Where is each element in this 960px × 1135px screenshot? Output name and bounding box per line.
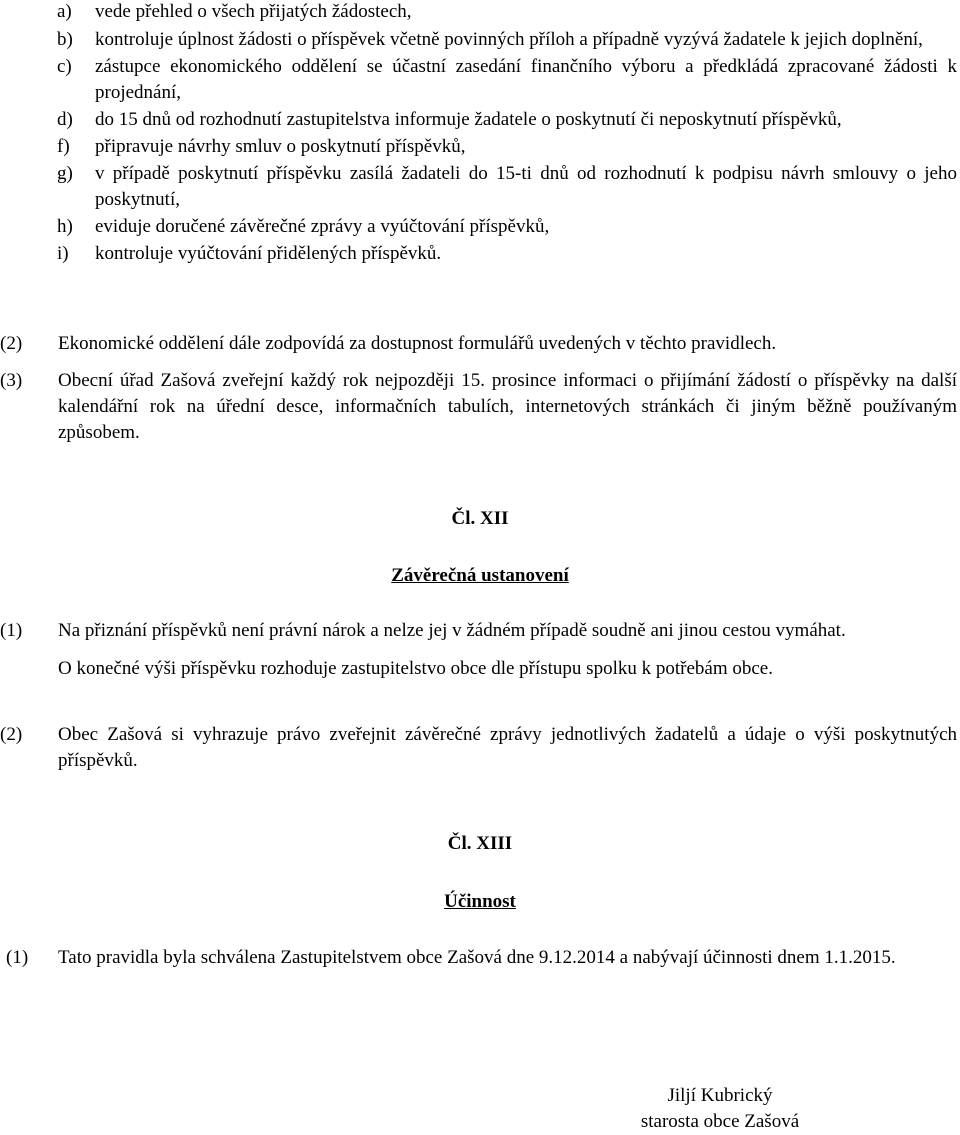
signatory-role: starosta obce Zašová: [640, 1111, 800, 1132]
list-item: [57, 241, 957, 267]
paragraph-text: Na přiznání příspěvků není právní nárok a nelze jej v žádném případě soudně ani jinou cestou vymáhat.: [58, 620, 846, 641]
signature-block: [600, 1083, 840, 1135]
list-item-label: a): [57, 1, 72, 22]
list-item-label: i): [57, 243, 69, 264]
list-item: [57, 27, 957, 53]
list-item-label: b): [57, 29, 73, 50]
paragraph-3: [0, 368, 957, 446]
paragraph-text: Obec Zašová si vyhrazuje právo zveřejnit závěrečné zprávy jednotlivých žadatelů a údaje o výši poskytnutých příspěvků.: [58, 724, 957, 771]
list-item-label: h): [57, 216, 73, 237]
list-item: [57, 107, 957, 133]
list-item-text: do 15 dnů od rozhodnutí zastupitelstva informuje žadatele o poskytnutí či neposkytnutí příspěvků,: [95, 109, 842, 130]
signatory-name: Jiljí Kubrický: [667, 1085, 773, 1106]
list-item-label: d): [57, 109, 73, 130]
paragraph-text: Tato pravidla byla schválena Zastupitelstvem obce Zašová dne 9.12.2014 a nabývají účinnosti dnem 1.1.2015.: [58, 947, 896, 968]
list-item-text: eviduje doručené závěrečné zprávy a vyúčtování příspěvků,: [95, 216, 550, 237]
paragraph-number: (1): [6, 947, 29, 968]
paragraph-text: Obecní úřad Zašová zveřejní každý rok nejpozději 15. prosince informaci o přijímání žádostí o příspěvky na další kalendářní rok na úřední desce, informačních tabulích, internetových stránkách či jiným běžně používaným způsobem.: [58, 370, 957, 443]
article12-paragraph-1: [0, 618, 957, 682]
list-item: [57, 134, 957, 160]
list-item-label: g): [57, 163, 73, 184]
paragraph-number: (2): [0, 333, 23, 354]
paragraph-2: [0, 331, 957, 357]
article-title-text: Závěrečná ustanovení: [391, 565, 569, 586]
list-item-label: c): [57, 56, 72, 77]
list-item-text: kontroluje vyúčtování přidělených příspěvků.: [95, 243, 442, 264]
list-item-text: kontroluje úplnost žádosti o příspěvek včetně povinných příloh a případně vyzývá žadatele k jejich doplnění,: [95, 29, 923, 50]
article12-paragraph-2: [0, 722, 957, 774]
paragraph-number: (2): [0, 724, 23, 745]
duties-list: [57, 0, 957, 267]
paragraph-number: (1): [0, 620, 23, 641]
paragraph-text-secondary: O konečné výši příspěvku rozhoduje zastupitelstvo obce dle přístupu spolku k potřebám obce.: [58, 658, 773, 679]
list-item-text: zástupce ekonomického oddělení se účastní zasedání finančního výboru a předkládá zpracované žádosti k projednání,: [95, 56, 957, 103]
list-item-text: vede přehled o všech přijatých žádostech,: [95, 1, 412, 22]
article-number: Čl. XIII: [447, 833, 513, 854]
article-title: [0, 563, 960, 589]
article13-paragraph-1: [6, 945, 957, 971]
paragraph-number: (3): [0, 370, 23, 391]
list-item-text: připravuje návrhy smluv o poskytnutí příspěvků,: [95, 136, 466, 157]
article-number: Čl. XII: [451, 508, 509, 529]
article-title: [0, 889, 960, 915]
list-item: [57, 214, 957, 240]
list-item-label: f): [57, 136, 70, 157]
paragraph-text: Ekonomické oddělení dále zodpovídá za dostupnost formulářů uvedených v těchto pravidlech.: [58, 333, 777, 354]
list-item: [57, 161, 957, 213]
list-item-text: v případě poskytnutí příspěvku zasílá žadateli do 15-ti dnů od rozhodnutí k podpisu návrh smlouvy o jeho poskytnutí,: [95, 163, 957, 210]
list-item: [57, 0, 957, 25]
article-title-text: Účinnost: [444, 891, 516, 912]
list-item: [57, 54, 957, 106]
